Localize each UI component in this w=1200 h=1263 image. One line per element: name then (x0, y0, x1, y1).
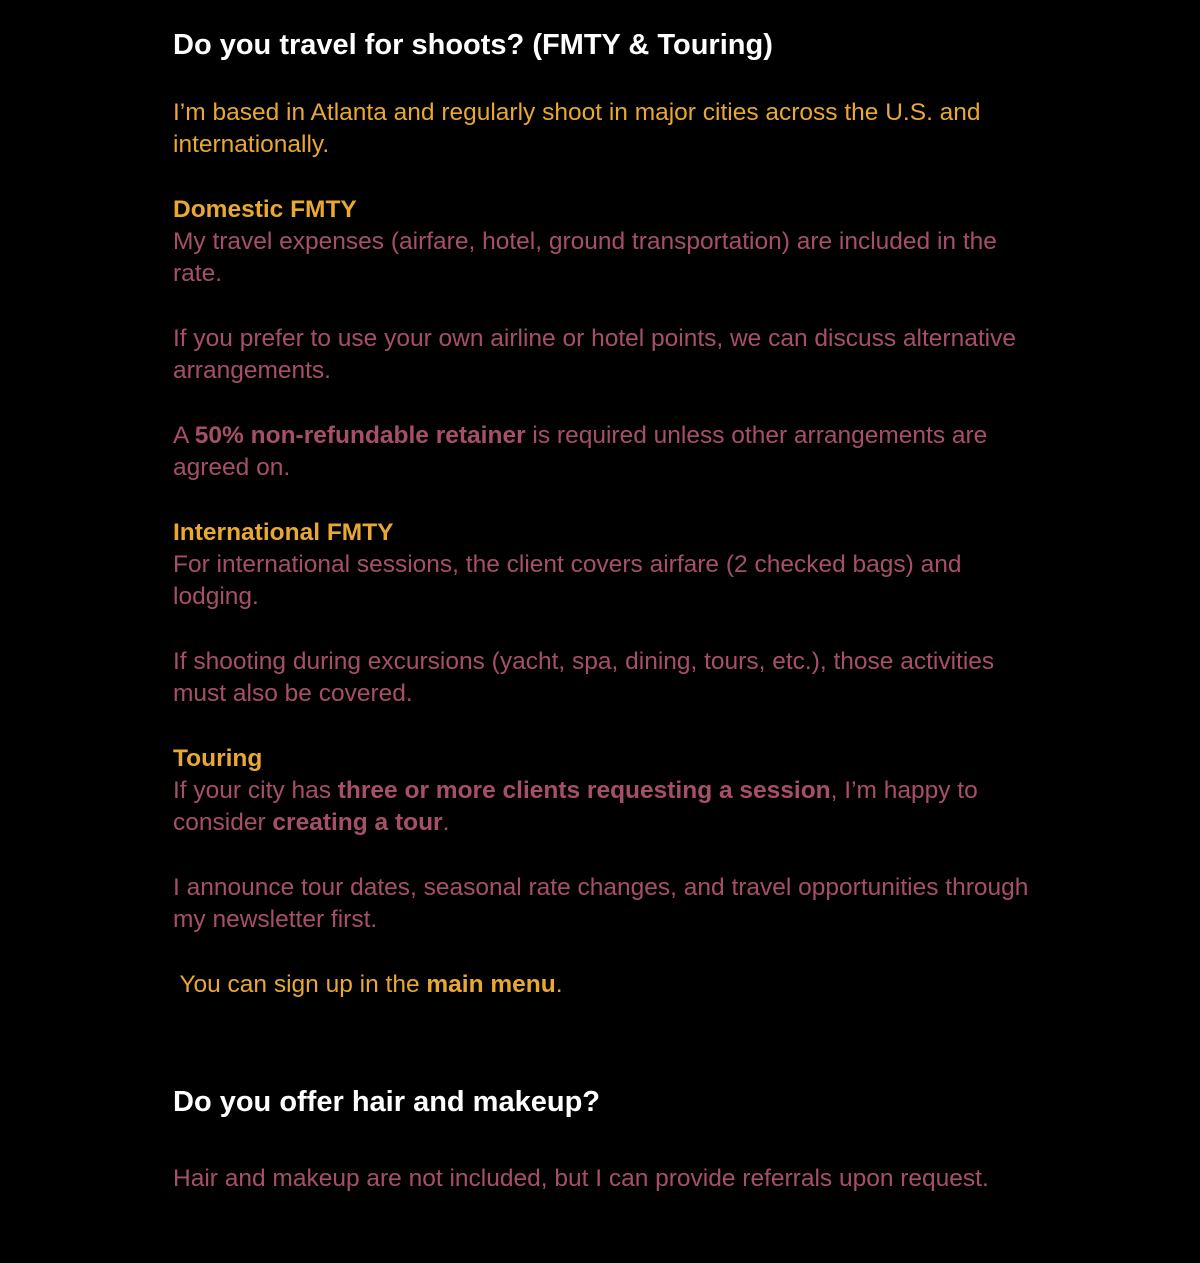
newsletter-text: I announce tour dates, seasonal rate changes, and travel opportunities through my newsletter first. (173, 874, 1029, 933)
retainer-text (173, 420, 1043, 484)
retainer-suffix: is required unless other arrangements are agreed on. (173, 422, 988, 481)
touring-e: . (442, 809, 450, 836)
international-fmty-title: International FMTY (173, 519, 394, 546)
points-text: If you prefer to use your own airline or hotel points, we can discuss alternative arrangements. (173, 325, 1016, 384)
touring-clients-bold: three or more clients requesting a session (337, 777, 831, 804)
travel-heading: Do you travel for shoots? (FMTY & Touring) (173, 29, 773, 61)
touring-a: If your city has (173, 777, 338, 804)
domestic-fmty-title: Domestic FMTY (173, 196, 357, 223)
hair-heading: Do you offer hair and makeup? (173, 1086, 600, 1118)
excursions-text: If shooting during excursions (yacht, spa, dining, tours, etc.), those activities must also be covered. (173, 648, 995, 707)
hair-text: Hair and makeup are not included, but I can provide referrals upon request. (173, 1165, 989, 1192)
touring-c: , I’m happy to consider (173, 777, 978, 836)
travel-intro: I’m based in Atlanta and regularly shoot in major cities across the U.S. and internationally. (173, 99, 981, 158)
touring-text (173, 775, 1043, 839)
domestic-fmty-text: My travel expenses (airfare, hotel, ground transportation) are included in the rate. (173, 228, 997, 287)
signup-text (173, 969, 1043, 1001)
signup-c: . (555, 971, 563, 998)
touring-title: Touring (173, 745, 263, 772)
retainer-bold: 50% non-refundable retainer (194, 422, 526, 449)
signup-a: You can sign up in the (173, 971, 427, 998)
main-menu-link[interactable]: main menu (426, 971, 556, 998)
international-fmty-text: For international sessions, the client covers airfare (2 checked bags) and lodging. (173, 551, 962, 610)
touring-tour-bold: creating a tour (272, 809, 443, 836)
retainer-prefix: A (173, 422, 195, 449)
